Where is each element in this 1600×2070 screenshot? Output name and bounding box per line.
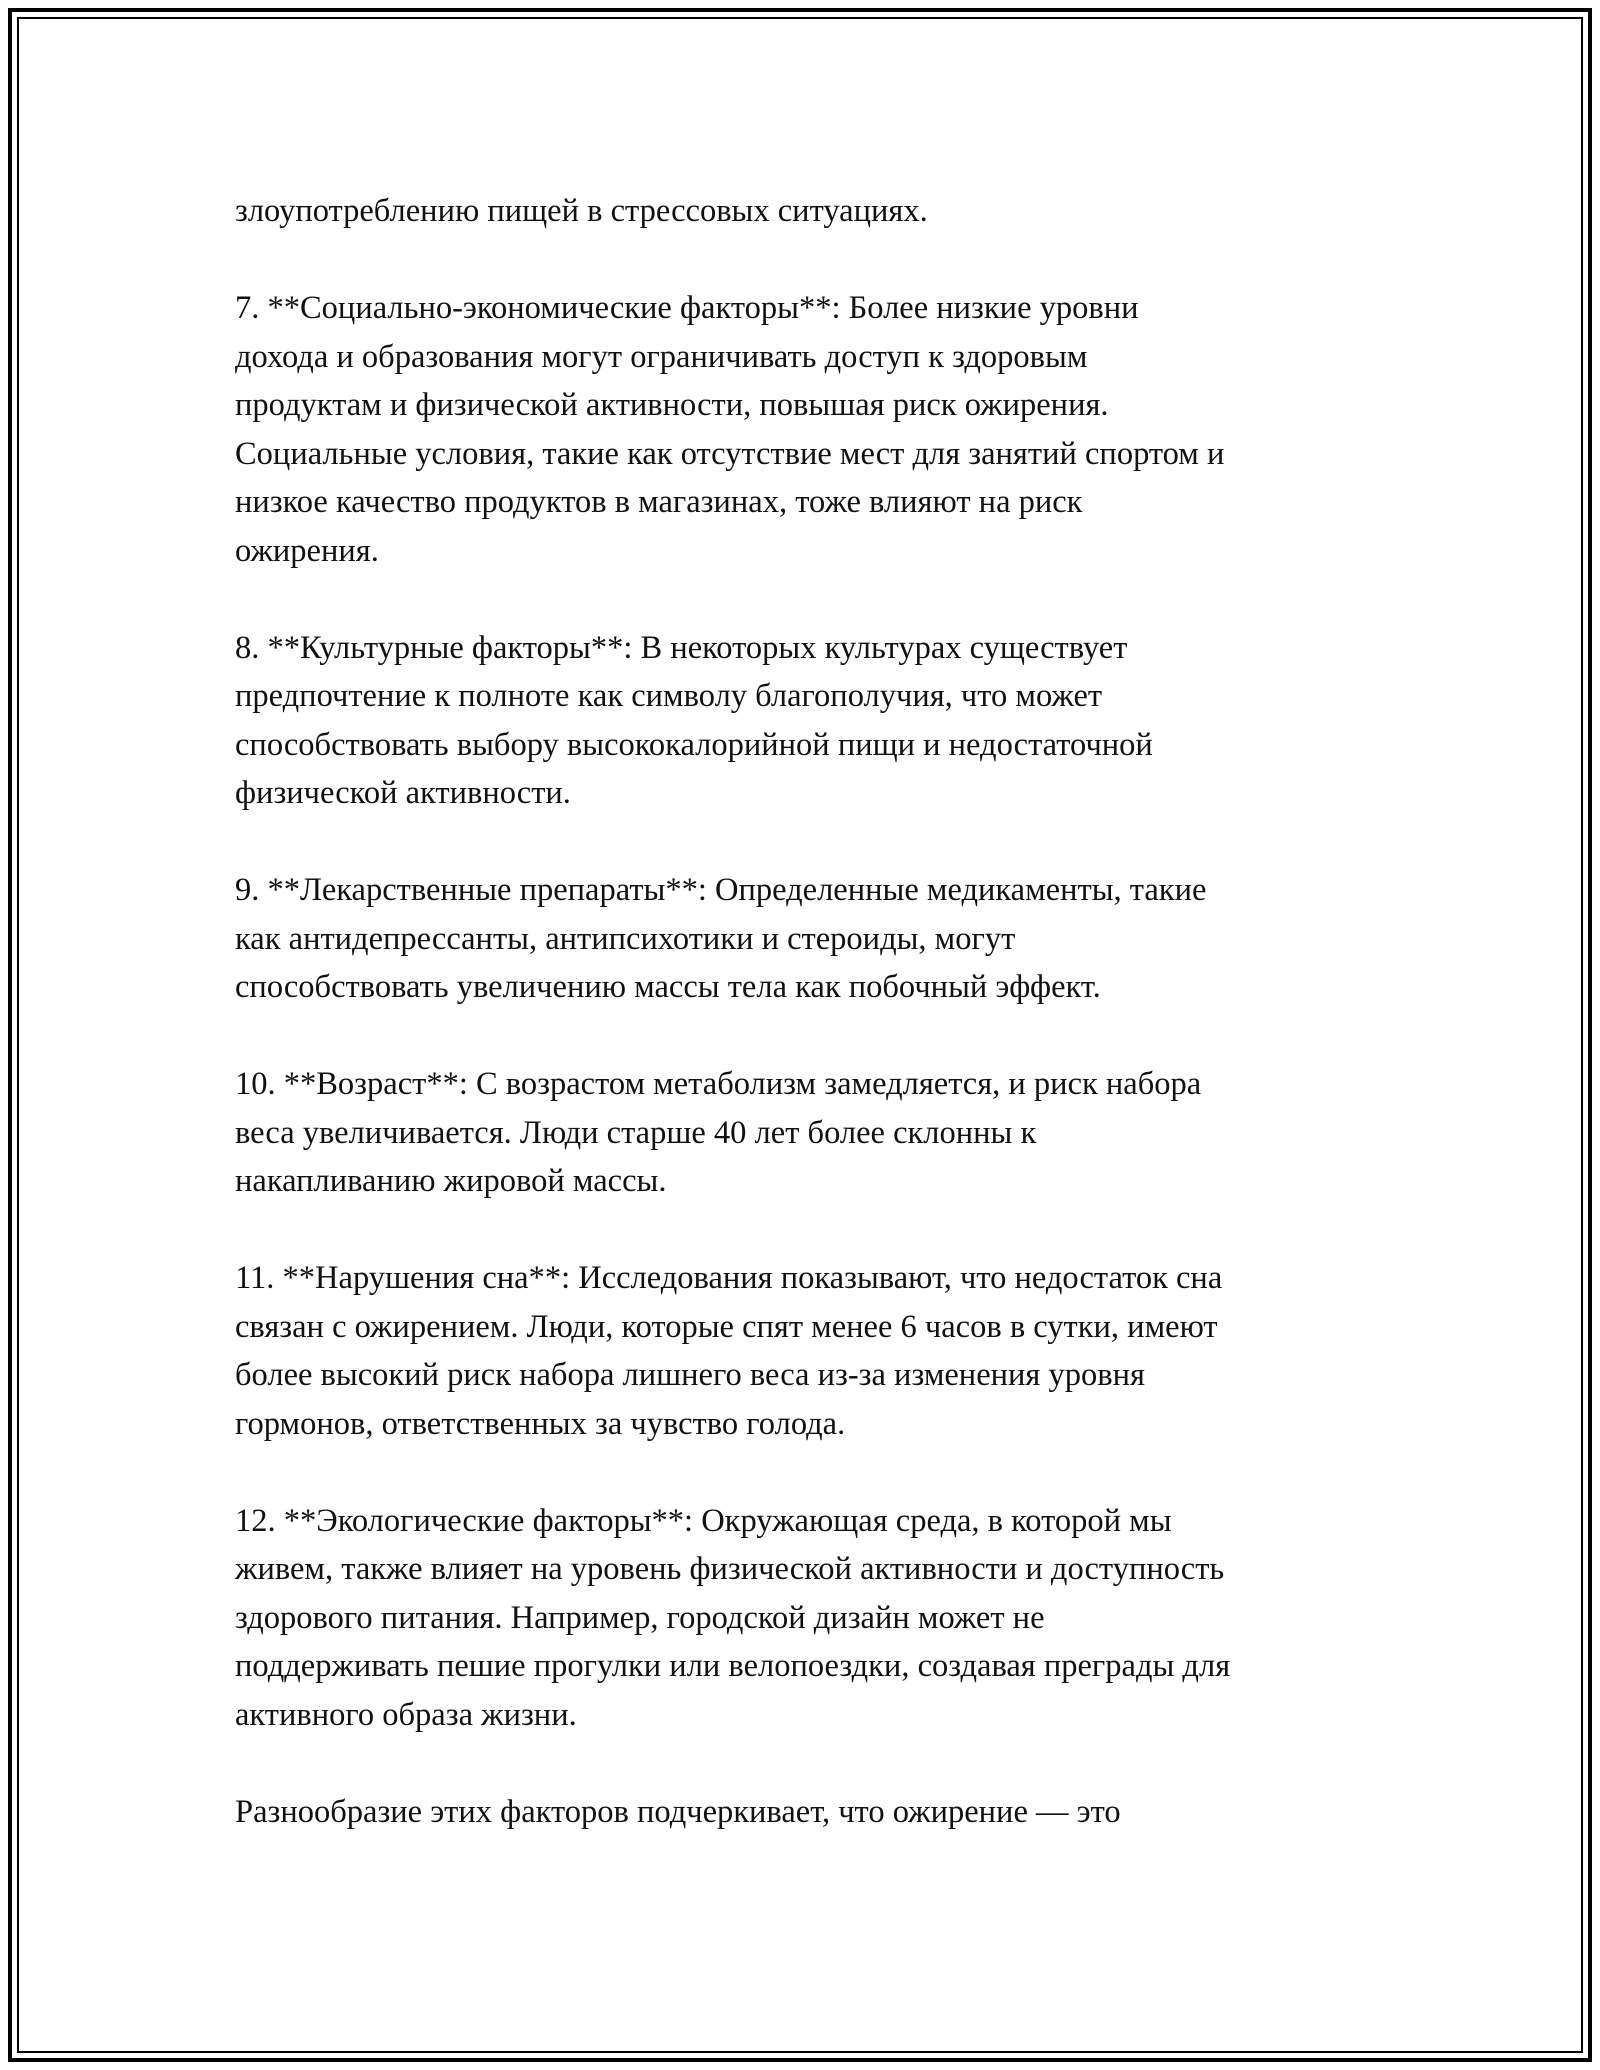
text-line: способствовать выбору высококалорийной пищи и недостаточной <box>235 726 1153 763</box>
text-line: низкое качество продуктов в магазинах, тоже влияют на риск <box>235 484 1083 520</box>
text-line: веса увеличивается. Люди старше 40 лет более склонны к <box>235 1114 1037 1151</box>
text-line: способствовать увеличению массы тела как побочный эффект. <box>235 969 1101 1005</box>
text-line: здорового питания. Например, городской дизайн может не <box>235 1599 1045 1636</box>
text-line: 7. **Социально-экономические факторы**: Более низкие уровни <box>235 290 1139 326</box>
text-line: ожирения. <box>235 532 379 569</box>
text-line: Разнообразие этих факторов подчеркивает, что ожирение — это <box>235 1793 1121 1830</box>
text-line: Социальные условия, такие как отсутствие мест для занятий спортом и <box>235 435 1225 472</box>
text-line: активного образа жизни. <box>235 1696 577 1733</box>
text-line: 10. **Возраст**: С возрастом метаболизм замедляется, и риск набора <box>235 1066 1202 1102</box>
text-line: дохода и образования могут ограничивать доступ к здоровым <box>235 338 1088 375</box>
text-line: 8. **Культурные факторы**: В некоторых культурах существует <box>235 629 1128 666</box>
text-line: связан с ожирением. Люди, которые спят менее 6 часов в сутки, имеют <box>235 1308 1218 1345</box>
paragraph-conclusion <box>235 1788 1415 1837</box>
text-line: 11. **Нарушения сна**: Исследования показывают, что недостаток сна <box>235 1260 1223 1296</box>
paragraph-intro-continuation <box>235 187 1415 236</box>
text-line: гормонов, ответственных за чувство голода. <box>235 1405 846 1442</box>
paragraph-item-8 <box>235 624 1415 818</box>
paragraph-item-7 <box>235 284 1415 575</box>
text-line: предпочтение к полноте как символу благополучия, что может <box>235 678 1103 714</box>
paragraph-item-9 <box>235 866 1415 1012</box>
text-line: более высокий риск набора лишнего веса из-за изменения уровня <box>235 1357 1145 1393</box>
text-line: злоупотреблению пищей в стрессовых ситуациях. <box>235 193 928 229</box>
text-line: живем, также влияет на уровень физической активности и доступность <box>235 1551 1225 1587</box>
text-line: поддерживать пешие прогулки или велопоездки, создавая преграды для <box>235 1648 1231 1684</box>
text-line: 12. **Экологические факторы**: Окружающая среда, в которой мы <box>235 1502 1172 1539</box>
text-line: продуктам и физической активности, повышая риск ожирения. <box>235 387 1109 423</box>
text-line: накапливанию жировой массы. <box>235 1163 667 1199</box>
text-line: 9. **Лекарственные препараты**: Определенные медикаменты, такие <box>235 872 1207 908</box>
paragraph-item-10 <box>235 1060 1415 1206</box>
text-line: физической активности. <box>235 775 571 811</box>
paragraph-item-12 <box>235 1497 1415 1740</box>
document-text <box>235 187 1415 1885</box>
text-line: как антидепрессанты, антипсихотики и стероиды, могут <box>235 920 1016 957</box>
paragraph-item-11 <box>235 1254 1415 1448</box>
